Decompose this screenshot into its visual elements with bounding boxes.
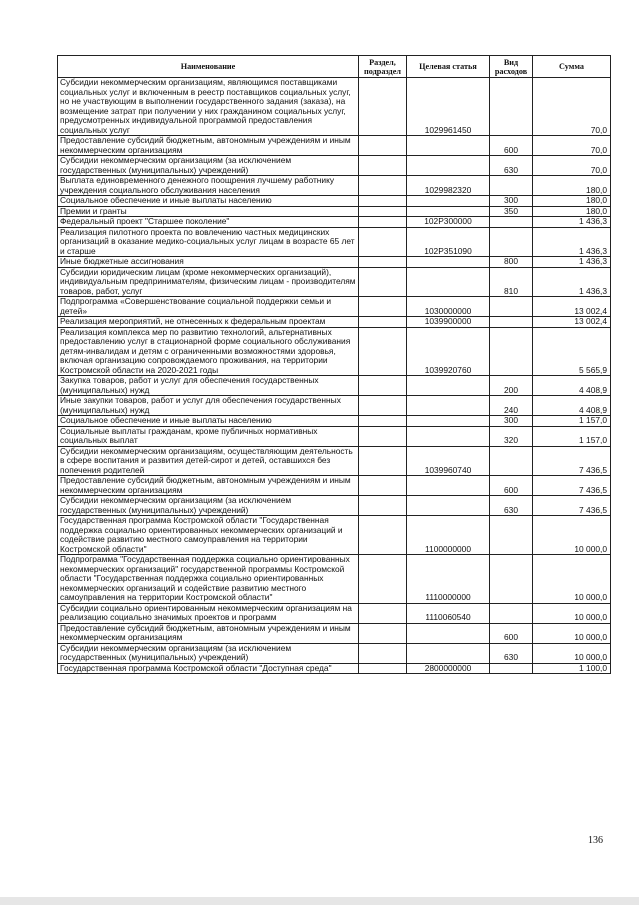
header-name: Наименование <box>58 56 359 78</box>
cell-article: 1029982320 <box>407 176 490 196</box>
cell-sum: 13 002,4 <box>533 317 611 328</box>
cell-expense <box>490 317 533 328</box>
cell-name: Государственная программа Костромской области "Доступная среда" <box>58 663 359 674</box>
table-row <box>58 78 611 136</box>
table-row <box>58 227 611 257</box>
cell-sum: 1 157,0 <box>533 416 611 427</box>
cell-expense <box>490 603 533 623</box>
cell-article <box>407 257 490 268</box>
cell-name: Субсидии некоммерческим организациям, являющимся поставщиками социальных услуг и включенным в реестр поставщиков социальных услуг, но не участвующим в выполнении государственного задания (заказа), на возмещение затрат при получении у них гражданином социальных услуг, предусмотренных индивидуальной программой предоставления социальных услуг <box>58 78 359 136</box>
cell-name: Государственная программа Костромской области "Государственная поддержка социально ориентированных некоммерческих организаций и содействие развитию местного самоуправления на территории Костромской области" <box>58 516 359 555</box>
cell-section <box>359 156 407 176</box>
cell-name: Реализация мероприятий, не отнесенных к федеральным проектам <box>58 317 359 328</box>
cell-section <box>359 206 407 217</box>
cell-expense: 200 <box>490 376 533 396</box>
cell-article: 1039920760 <box>407 327 490 376</box>
cell-article <box>407 416 490 427</box>
cell-article <box>407 643 490 663</box>
cell-expense <box>490 176 533 196</box>
cell-name: Предоставление субсидий бюджетным, автономным учреждениям и иным некоммерческим организациям <box>58 136 359 156</box>
table-header-row <box>58 56 611 78</box>
table-row <box>58 317 611 328</box>
table-row <box>58 267 611 297</box>
cell-expense: 630 <box>490 156 533 176</box>
cell-section <box>359 476 407 496</box>
cell-sum: 180,0 <box>533 206 611 217</box>
cell-article <box>407 376 490 396</box>
cell-expense <box>490 327 533 376</box>
cell-expense <box>490 663 533 674</box>
cell-section <box>359 227 407 257</box>
cell-expense: 630 <box>490 643 533 663</box>
table-row <box>58 297 611 317</box>
cell-sum: 10 000,0 <box>533 643 611 663</box>
cell-article: 1039900000 <box>407 317 490 328</box>
cell-name: Предоставление субсидий бюджетным, автономным учреждениям и иным некоммерческим организациям <box>58 623 359 643</box>
cell-name: Реализация комплекса мер по развитию технологий, альтернативных предоставлению услуг в стационарной форме социального обслуживания детям-инвалидам и детям с ограниченными возможностями здоровья, включая организацию сопровождаемого проживания, на территории Костромской области на 2020-2021 годы <box>58 327 359 376</box>
cell-expense <box>490 217 533 228</box>
cell-section <box>359 327 407 376</box>
cell-section <box>359 426 407 446</box>
cell-sum: 1 436,3 <box>533 227 611 257</box>
table-row <box>58 196 611 207</box>
cell-sum: 13 002,4 <box>533 297 611 317</box>
table-row <box>58 217 611 228</box>
table-row <box>58 476 611 496</box>
cell-sum: 1 157,0 <box>533 426 611 446</box>
cell-sum: 70,0 <box>533 78 611 136</box>
cell-article <box>407 396 490 416</box>
cell-expense: 630 <box>490 496 533 516</box>
document-page <box>57 55 610 674</box>
table-row <box>58 603 611 623</box>
cell-section <box>359 136 407 156</box>
cell-name: Субсидии некоммерческим организациям, осуществляющим деятельность в сфере воспитания и развития детей-сирот и детей, оставшихся без попечения родителей <box>58 446 359 476</box>
cell-article: 1100000000 <box>407 516 490 555</box>
cell-expense: 350 <box>490 206 533 217</box>
header-article: Целевая статья <box>407 56 490 78</box>
cell-name: Выплата единовременного денежного поощрения лучшему работнику учреждения социального обслуживания населения <box>58 176 359 196</box>
cell-article <box>407 206 490 217</box>
cell-article <box>407 156 490 176</box>
cell-sum: 10 000,0 <box>533 623 611 643</box>
cell-sum: 180,0 <box>533 176 611 196</box>
cell-sum: 1 436,3 <box>533 257 611 268</box>
cell-article: 1110060540 <box>407 603 490 623</box>
cell-section <box>359 643 407 663</box>
cell-article: 1029961450 <box>407 78 490 136</box>
cell-name: Реализация пилотного проекта по вовлечению частных медицинских организаций в оказание медико-социальных услуг лицам в возрасте 65 лет и старше <box>58 227 359 257</box>
cell-section <box>359 663 407 674</box>
cell-section <box>359 217 407 228</box>
cell-section <box>359 176 407 196</box>
cell-article: 1030000000 <box>407 297 490 317</box>
cell-sum: 1 100,0 <box>533 663 611 674</box>
cell-expense: 600 <box>490 476 533 496</box>
cell-name: Закупка товаров, работ и услуг для обеспечения государственных (муниципальных) нужд <box>58 376 359 396</box>
cell-article <box>407 496 490 516</box>
cell-expense: 320 <box>490 426 533 446</box>
cell-section <box>359 603 407 623</box>
cell-name: Иные закупки товаров, работ и услуг для обеспечения государственных (муниципальных) нужд <box>58 396 359 416</box>
cell-expense <box>490 297 533 317</box>
cell-article <box>407 267 490 297</box>
table-row <box>58 643 611 663</box>
cell-name: Субсидии юридическим лицам (кроме некоммерческих организаций), индивидуальным предпринимателям, физическим лицам - производителям товаров, работ, услуг <box>58 267 359 297</box>
header-expense: Вид расходов <box>490 56 533 78</box>
cell-expense <box>490 446 533 476</box>
table-row <box>58 156 611 176</box>
cell-sum: 7 436,5 <box>533 496 611 516</box>
cell-article: 1110000000 <box>407 555 490 604</box>
header-section: Раздел, подраздел <box>359 56 407 78</box>
cell-expense <box>490 555 533 604</box>
cell-article: 102P351090 <box>407 227 490 257</box>
cell-section <box>359 257 407 268</box>
cell-article: 1039960740 <box>407 446 490 476</box>
cell-article: 2800000000 <box>407 663 490 674</box>
cell-section <box>359 496 407 516</box>
cell-expense: 800 <box>490 257 533 268</box>
cell-sum: 10 000,0 <box>533 603 611 623</box>
table-row <box>58 623 611 643</box>
cell-name: Предоставление субсидий бюджетным, автономным учреждениям и иным некоммерческим организациям <box>58 476 359 496</box>
page-number: 136 <box>588 835 603 846</box>
cell-expense: 600 <box>490 136 533 156</box>
cell-section <box>359 446 407 476</box>
table-row <box>58 396 611 416</box>
cell-name: Социальное обеспечение и иные выплаты населению <box>58 196 359 207</box>
cell-section <box>359 317 407 328</box>
table-row <box>58 376 611 396</box>
cell-article <box>407 426 490 446</box>
table-row <box>58 496 611 516</box>
cell-name: Подпрограмма "Государственная поддержка социально ориентированных некоммерческих организаций" государственной программы Костромской области "Государственная поддержка социально ориентированных некоммерческих организаций и содействие развитию местного самоуправления на территории Костромской области" <box>58 555 359 604</box>
cell-sum: 4 408,9 <box>533 376 611 396</box>
cell-expense: 300 <box>490 416 533 427</box>
cell-article <box>407 623 490 643</box>
table-row <box>58 206 611 217</box>
table-row <box>58 663 611 674</box>
table-row <box>58 136 611 156</box>
cell-sum: 1 436,3 <box>533 217 611 228</box>
budget-table <box>57 55 611 674</box>
cell-section <box>359 267 407 297</box>
cell-sum: 7 436,5 <box>533 476 611 496</box>
cell-sum: 70,0 <box>533 136 611 156</box>
cell-name: Субсидии некоммерческим организациям (за исключением государственных (муниципальных) учреждений) <box>58 496 359 516</box>
scan-bottom-edge <box>0 897 639 905</box>
cell-section <box>359 516 407 555</box>
cell-expense <box>490 78 533 136</box>
cell-sum: 4 408,9 <box>533 396 611 416</box>
cell-name: Субсидии некоммерческим организациям (за исключением государственных (муниципальных) учреждений) <box>58 643 359 663</box>
cell-section <box>359 297 407 317</box>
cell-name: Иные бюджетные ассигнования <box>58 257 359 268</box>
header-sum: Сумма <box>533 56 611 78</box>
cell-name: Субсидии некоммерческим организациям (за исключением государственных (муниципальных) учреждений) <box>58 156 359 176</box>
table-row <box>58 446 611 476</box>
cell-expense: 240 <box>490 396 533 416</box>
cell-sum: 5 565,9 <box>533 327 611 376</box>
cell-name: Социальное обеспечение и иные выплаты населению <box>58 416 359 427</box>
table-row <box>58 327 611 376</box>
cell-section <box>359 396 407 416</box>
cell-sum: 10 000,0 <box>533 555 611 604</box>
table-row <box>58 416 611 427</box>
cell-sum: 7 436,5 <box>533 446 611 476</box>
table-row <box>58 555 611 604</box>
cell-name: Социальные выплаты гражданам, кроме публичных нормативных социальных выплат <box>58 426 359 446</box>
cell-name: Подпрограмма «Совершенствование социальной поддержки семьи и детей» <box>58 297 359 317</box>
cell-name: Субсидии социально ориентированным некоммерческим организациям на реализацию социально значимых проектов и программ <box>58 603 359 623</box>
cell-name: Федеральный проект "Старшее поколение" <box>58 217 359 228</box>
table-row <box>58 426 611 446</box>
cell-section <box>359 555 407 604</box>
cell-expense: 300 <box>490 196 533 207</box>
table-row <box>58 176 611 196</box>
cell-expense <box>490 227 533 257</box>
cell-section <box>359 196 407 207</box>
cell-sum: 70,0 <box>533 156 611 176</box>
cell-expense: 810 <box>490 267 533 297</box>
cell-article <box>407 476 490 496</box>
cell-article: 102P300000 <box>407 217 490 228</box>
cell-expense: 600 <box>490 623 533 643</box>
cell-article <box>407 136 490 156</box>
cell-sum: 1 436,3 <box>533 267 611 297</box>
cell-sum: 10 000,0 <box>533 516 611 555</box>
cell-sum: 180,0 <box>533 196 611 207</box>
cell-section <box>359 78 407 136</box>
table-row <box>58 516 611 555</box>
cell-name: Премии и гранты <box>58 206 359 217</box>
cell-article <box>407 196 490 207</box>
cell-section <box>359 416 407 427</box>
table-row <box>58 257 611 268</box>
cell-section <box>359 623 407 643</box>
cell-expense <box>490 516 533 555</box>
cell-section <box>359 376 407 396</box>
